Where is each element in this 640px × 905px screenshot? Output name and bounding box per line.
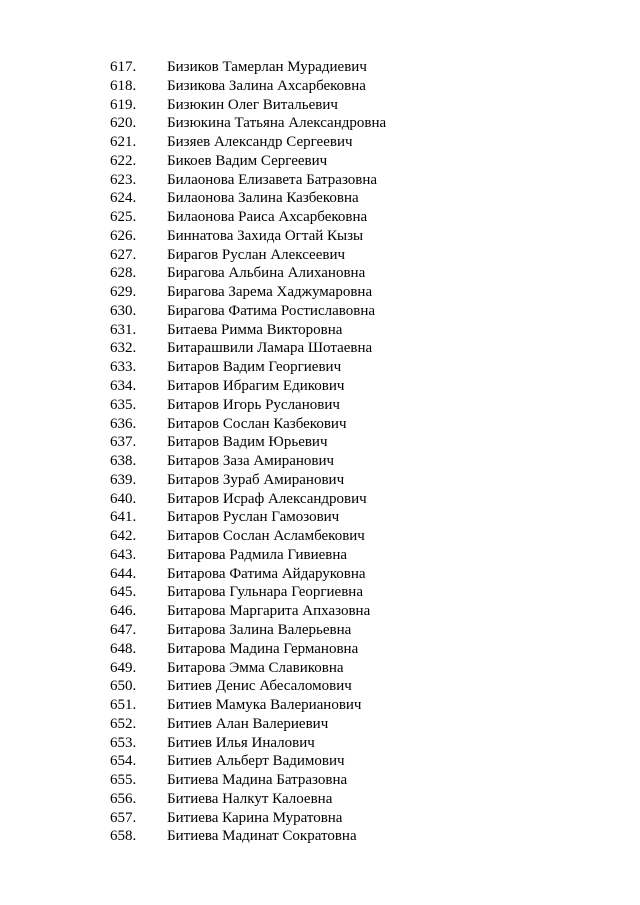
entry-number: 654. [110,753,137,770]
entry-name: Битарашвили Ламара Шотаевна [167,340,373,357]
list-item [110,321,620,340]
entry-number: 644. [110,565,137,582]
entry-number: 648. [110,640,137,657]
entry-number: 617. [110,59,137,75]
entry-name: Битаров Сослан Казбекович [167,415,347,432]
entry-number: 646. [110,603,137,620]
list-item [110,114,620,133]
list-item [110,696,620,715]
list-item [110,133,620,152]
entry-number: 629. [110,284,137,301]
entry-number: 628. [110,265,137,282]
entry-number: 650. [110,678,137,695]
entry-name: Билаонова Раиса Ахсарбековна [167,209,368,226]
list-item [110,809,620,828]
entry-number: 656. [110,790,137,807]
entry-number: 627. [110,246,137,263]
list-item [110,96,620,115]
entry-name: Бирагов Руслан Алексеевич [167,246,346,263]
entry-name: Бизюкин Олег Витальевич [167,96,338,113]
list-item [110,602,620,621]
list-item [110,189,620,208]
entry-number: 657. [110,809,137,826]
entry-name: Битиев Альберт Вадимович [167,753,345,770]
list-item [110,508,620,527]
entry-name: Биннатова Захида Огтай Кызы [167,227,364,244]
entry-name: Бирагова Альбина Алихановна [167,265,366,282]
entry-number: 653. [110,734,137,751]
list-item [110,415,620,434]
list-item [110,471,620,490]
entry-name: Битарова Мадина Германовна [167,640,359,657]
entry-number: 635. [110,396,137,413]
entry-number: 633. [110,359,137,376]
list-item [110,358,620,377]
list-item [110,659,620,678]
entry-name: Битарова Радмила Гивиевна [167,546,348,563]
entry-name: Битаров Заза Амиранович [167,453,335,470]
entry-number: 618. [110,77,137,94]
entry-number: 647. [110,621,137,638]
entry-name: Бизикова Залина Ахсарбековна [167,77,366,94]
list-item [110,827,620,846]
entry-name: Битаров Вадим Георгиевич [167,359,342,376]
entry-name: Бирагова Фатима Ростиславовна [167,302,376,319]
list-item [110,640,620,659]
list-item [110,396,620,415]
entry-name: Битарова Гульнара Георгиевна [167,584,363,601]
entry-number: 625. [110,209,137,226]
entry-name: Битиев Алан Валериевич [167,715,329,732]
list-item [110,171,620,190]
entry-number: 658. [110,828,137,845]
entry-name: Битаров Игорь Русланович [167,396,340,413]
entry-name: Битиева Мадинат Сократовна [167,828,357,845]
entry-number: 652. [110,715,137,732]
entry-name: Билаонова Елизавета Батразовна [167,171,378,188]
entry-number: 655. [110,772,137,789]
list-item [110,377,620,396]
entry-name: Битиева Карина Муратовна [167,809,343,826]
entry-number: 651. [110,697,137,714]
entry-name: Билаонова Залина Казбековна [167,190,359,207]
list-item [110,58,620,77]
list-item [110,771,620,790]
entry-name: Битиев Илья Иналович [167,734,315,751]
list-item [110,208,620,227]
list-item [110,490,620,509]
entry-number: 641. [110,509,137,526]
list-item [110,677,620,696]
entry-number: 630. [110,302,137,319]
entry-name: Битиев Мамука Валерианович [167,697,362,714]
list-item [110,527,620,546]
entry-number: 631. [110,321,137,338]
entry-number: 620. [110,115,137,132]
entry-number: 638. [110,453,137,470]
entry-number: 632. [110,340,137,357]
entry-name: Бизюкина Татьяна Александровна [167,115,387,132]
list-item [110,264,620,283]
entry-name: Битаров Зураб Амиранович [167,471,345,488]
list-item [110,452,620,471]
list-item [110,433,620,452]
entry-number: 643. [110,546,137,563]
list-item [110,565,620,584]
entry-number: 639. [110,471,137,488]
entry-name: Битарова Маргарита Апхазовна [167,603,371,620]
list-item [110,734,620,753]
entry-number: 634. [110,378,137,395]
list-item [110,77,620,96]
entry-number: 645. [110,584,137,601]
entry-number: 621. [110,134,137,151]
entry-name: Битарова Эмма Славиковна [167,659,344,676]
list-item [110,621,620,640]
list-item [110,546,620,565]
entry-number: 637. [110,434,137,451]
entry-name: Битиева Мадина Батразовна [167,772,348,789]
entry-name: Битаров Исраф Александрович [167,490,367,507]
entry-name: Битарова Фатима Айдаруковна [167,565,366,582]
entry-number: 640. [110,490,137,507]
entry-name: Бизиков Тамерлан Мурадиевич [167,59,367,75]
entry-name: Битаров Ибрагим Едикович [167,378,345,395]
list-item [110,339,620,358]
list-item [110,715,620,734]
entry-name: Битаров Сослан Асламбекович [167,528,365,545]
list-item [110,246,620,265]
entry-name: Битаров Руслан Гамозович [167,509,340,526]
entry-name: Битиева Налкут Калоевна [167,790,333,807]
name-list [110,58,620,846]
list-item [110,752,620,771]
list-item [110,227,620,246]
entry-name: Битарова Залина Валерьевна [167,621,352,638]
entry-number: 622. [110,152,137,169]
entry-name: Бикоев Вадим Сергеевич [167,152,328,169]
list-item [110,283,620,302]
entry-number: 636. [110,415,137,432]
entry-number: 619. [110,96,137,113]
entry-number: 642. [110,528,137,545]
entry-number: 623. [110,171,137,188]
entry-name: Бизяев Александр Сергеевич [167,134,353,151]
entry-number: 649. [110,659,137,676]
entry-number: 626. [110,227,137,244]
entry-name: Бирагова Зарема Хаджумаровна [167,284,373,301]
list-item [110,152,620,171]
entry-number: 624. [110,190,137,207]
entry-name: Битиев Денис Абесаломович [167,678,352,695]
list-item [110,302,620,321]
list-item [110,790,620,809]
list-item [110,583,620,602]
entry-name: Битаева Римма Викторовна [167,321,343,338]
entry-name: Битаров Вадим Юрьевич [167,434,328,451]
